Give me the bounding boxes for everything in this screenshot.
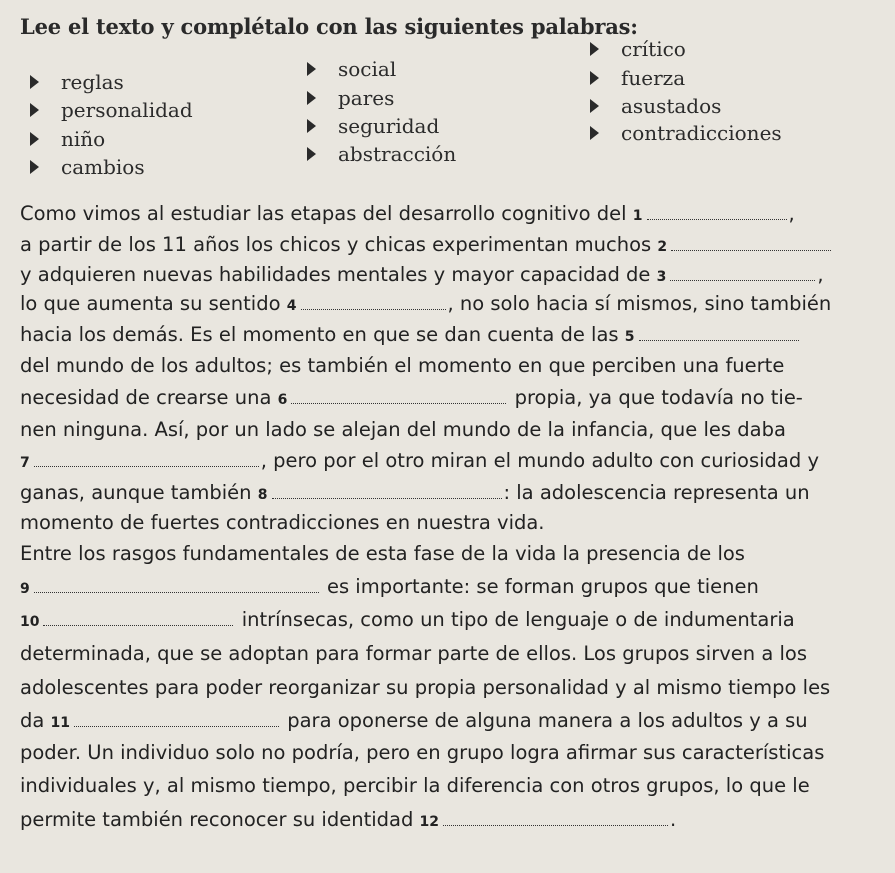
text-line: 9 es importante: se forman grupos que tienen — [20, 575, 759, 598]
exercise-title: Lee el texto y complétalo con las siguientes palabras: — [20, 14, 638, 39]
word-item: crítico — [590, 37, 686, 61]
fill-blank[interactable] — [34, 578, 319, 593]
word-item: niño — [30, 127, 105, 151]
word-item: personalidad — [30, 98, 193, 122]
bullet-icon — [307, 62, 316, 76]
bullet-icon — [307, 147, 316, 161]
blank-number: 8 — [257, 487, 268, 503]
word-item: contradicciones — [590, 121, 782, 145]
fill-blank[interactable] — [291, 389, 506, 404]
word-item: reglas — [30, 70, 124, 94]
blank-number: 9 — [20, 581, 30, 597]
text-line: y adquieren nuevas habilidades mentales y mayor capacidad de 3 , — [20, 263, 824, 286]
bullet-icon — [30, 160, 39, 174]
text-line: momento de fuertes contradicciones en nuestra vida. — [20, 511, 545, 534]
fill-blank[interactable] — [671, 236, 831, 251]
blank-number: 3 — [656, 269, 667, 285]
text-line: individuales y, al mismo tiempo, percibir la diferencia con otros grupos, lo que le — [20, 774, 810, 797]
word-item: social — [307, 57, 396, 81]
bullet-icon — [590, 42, 599, 56]
text-line: del mundo de los adultos; es también el momento en que perciben una fuerte — [20, 354, 785, 377]
blank-number: 11 — [50, 715, 71, 731]
blank-number: 7 — [20, 455, 30, 471]
text-line: lo que aumenta su sentido 4 , no solo hacia sí mismos, sino también — [20, 292, 832, 315]
word-item: cambios — [30, 155, 145, 179]
bullet-icon — [30, 103, 39, 117]
text-line: determinada, que se adoptan para formar parte de ellos. Los grupos sirven a los — [20, 642, 807, 665]
bullet-icon — [590, 126, 599, 140]
word-item: abstracción — [307, 142, 456, 166]
fill-blank[interactable] — [670, 266, 815, 281]
text-line: Entre los rasgos fundamentales de esta fase de la vida la presencia de los — [20, 542, 745, 565]
fill-blank[interactable] — [43, 611, 233, 626]
bullet-icon — [590, 99, 599, 113]
text-line: hacia los demás. Es el momento en que se dan cuenta de las 5 — [20, 323, 885, 346]
text-line: a partir de los 11 años los chicos y chicas experimentan muchos 2 — [20, 233, 885, 256]
fill-blank[interactable] — [443, 811, 668, 826]
fill-blank[interactable] — [301, 295, 446, 310]
blank-number: 2 — [657, 239, 668, 255]
text-line: 10 intrínsecas, como un tipo de lenguaje o de indumentaria — [20, 608, 795, 631]
fill-blank[interactable] — [74, 712, 279, 727]
blank-number: 12 — [419, 814, 440, 830]
fill-blank[interactable] — [647, 205, 787, 220]
text-line: nen ninguna. Así, por un lado se alejan del mundo de la infancia, que les daba — [20, 418, 786, 441]
text-line: poder. Un individuo solo no podría, pero en grupo logra afirmar sus características — [20, 741, 825, 764]
text-line: 7 , pero por el otro miran el mundo adulto con curiosidad y — [20, 449, 819, 472]
fill-blank[interactable] — [34, 452, 259, 467]
bullet-icon — [307, 91, 316, 105]
bullet-icon — [30, 75, 39, 89]
text-line: necesidad de crearse una 6 propia, ya que todavía no tie- — [20, 386, 803, 409]
text-line: Como vimos al estudiar las etapas del desarrollo cognitivo del 1 , — [20, 202, 795, 225]
fill-blank[interactable] — [639, 326, 799, 341]
blank-number: 10 — [20, 614, 40, 630]
word-item: pares — [307, 86, 394, 110]
text-line: permite también reconocer su identidad 12 . — [20, 808, 677, 831]
word-item: asustados — [590, 94, 721, 118]
fill-blank[interactable] — [272, 484, 502, 499]
blank-number: 1 — [632, 208, 643, 224]
text-line: adolescentes para poder reorganizar su propia personalidad y al mismo tiempo les — [20, 676, 831, 699]
blank-number: 4 — [286, 298, 297, 314]
bullet-icon — [307, 119, 316, 133]
text-line: da 11 para oponerse de alguna manera a los adultos y a su — [20, 709, 808, 732]
bullet-icon — [590, 71, 599, 85]
blank-number: 6 — [277, 392, 288, 408]
word-item: seguridad — [307, 114, 439, 138]
bullet-icon — [30, 132, 39, 146]
blank-number: 5 — [624, 329, 635, 345]
word-item: fuerza — [590, 66, 685, 90]
text-line: ganas, aunque también 8 : la adolescencia representa un — [20, 481, 810, 504]
